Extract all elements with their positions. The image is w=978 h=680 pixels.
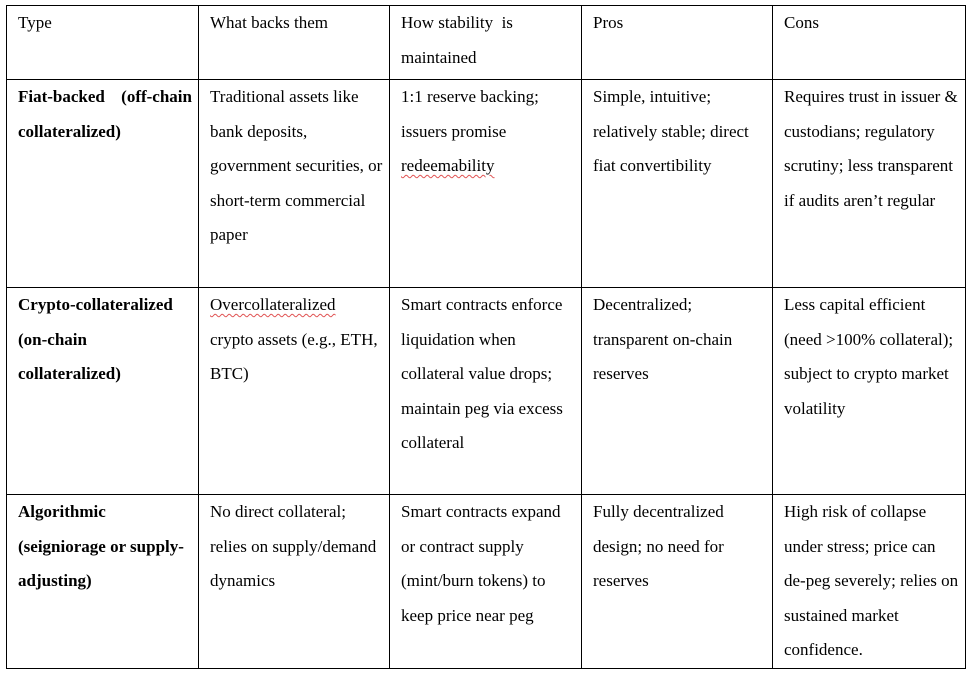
header-stability: How stability is maintained — [390, 6, 582, 80]
row-crypto-cons: Less capital efficient (need >100% collateral); subject to crypto market volatility — [773, 288, 966, 495]
row-fiat-stability-text: 1:1 reserve backing; issuers promise — [401, 87, 539, 141]
row-fiat-stability — [390, 80, 582, 288]
header-row — [7, 6, 966, 80]
row-crypto-stability: Smart contracts enforce liquidation when collateral value drops; maintain peg via excess collateral — [390, 288, 582, 495]
table-row — [7, 495, 966, 669]
spellcheck-flagged-word: redeemability — [401, 156, 495, 175]
spellcheck-flagged-word: Overcollateralized — [210, 295, 336, 314]
stablecoin-comparison-table — [6, 5, 966, 669]
row-algorithmic-stability: Smart contracts expand or contract supply (mint/burn tokens) to keep price near peg — [390, 495, 582, 669]
row-fiat-backing: Traditional assets like bank deposits, government securities, or short-term commercial paper — [199, 80, 390, 288]
row-algorithmic-type: Algorithmic (seigniorage or supply-adjusting) — [7, 495, 199, 669]
table-row — [7, 80, 966, 288]
table-row — [7, 288, 966, 495]
row-algorithmic-backing: No direct collateral; relies on supply/demand dynamics — [199, 495, 390, 669]
row-crypto-type: Crypto-collateralized (on-chain collateralized) — [7, 288, 199, 495]
row-fiat-cons: Requires trust in issuer & custodians; regulatory scrutiny; less transparent if audits aren’t regular — [773, 80, 966, 288]
row-fiat-pros: Simple, intuitive; relatively stable; direct fiat convertibility — [582, 80, 773, 288]
header-type: Type — [7, 6, 199, 80]
row-algorithmic-cons: High risk of collapse under stress; price can de-peg severely; relies on sustained market confidence. — [773, 495, 966, 669]
row-crypto-backing-text: crypto assets (e.g., ETH, BTC) — [210, 329, 378, 383]
row-crypto-backing — [199, 288, 390, 495]
header-cons: Cons — [773, 6, 966, 80]
header-backing: What backs them — [199, 6, 390, 80]
row-algorithmic-pros: Fully decentralized design; no need for reserves — [582, 495, 773, 669]
header-pros: Pros — [582, 6, 773, 80]
row-crypto-pros: Decentralized; transparent on-chain reserves — [582, 288, 773, 495]
row-fiat-type: Fiat-backed (off-chain collateralized) — [7, 80, 199, 288]
